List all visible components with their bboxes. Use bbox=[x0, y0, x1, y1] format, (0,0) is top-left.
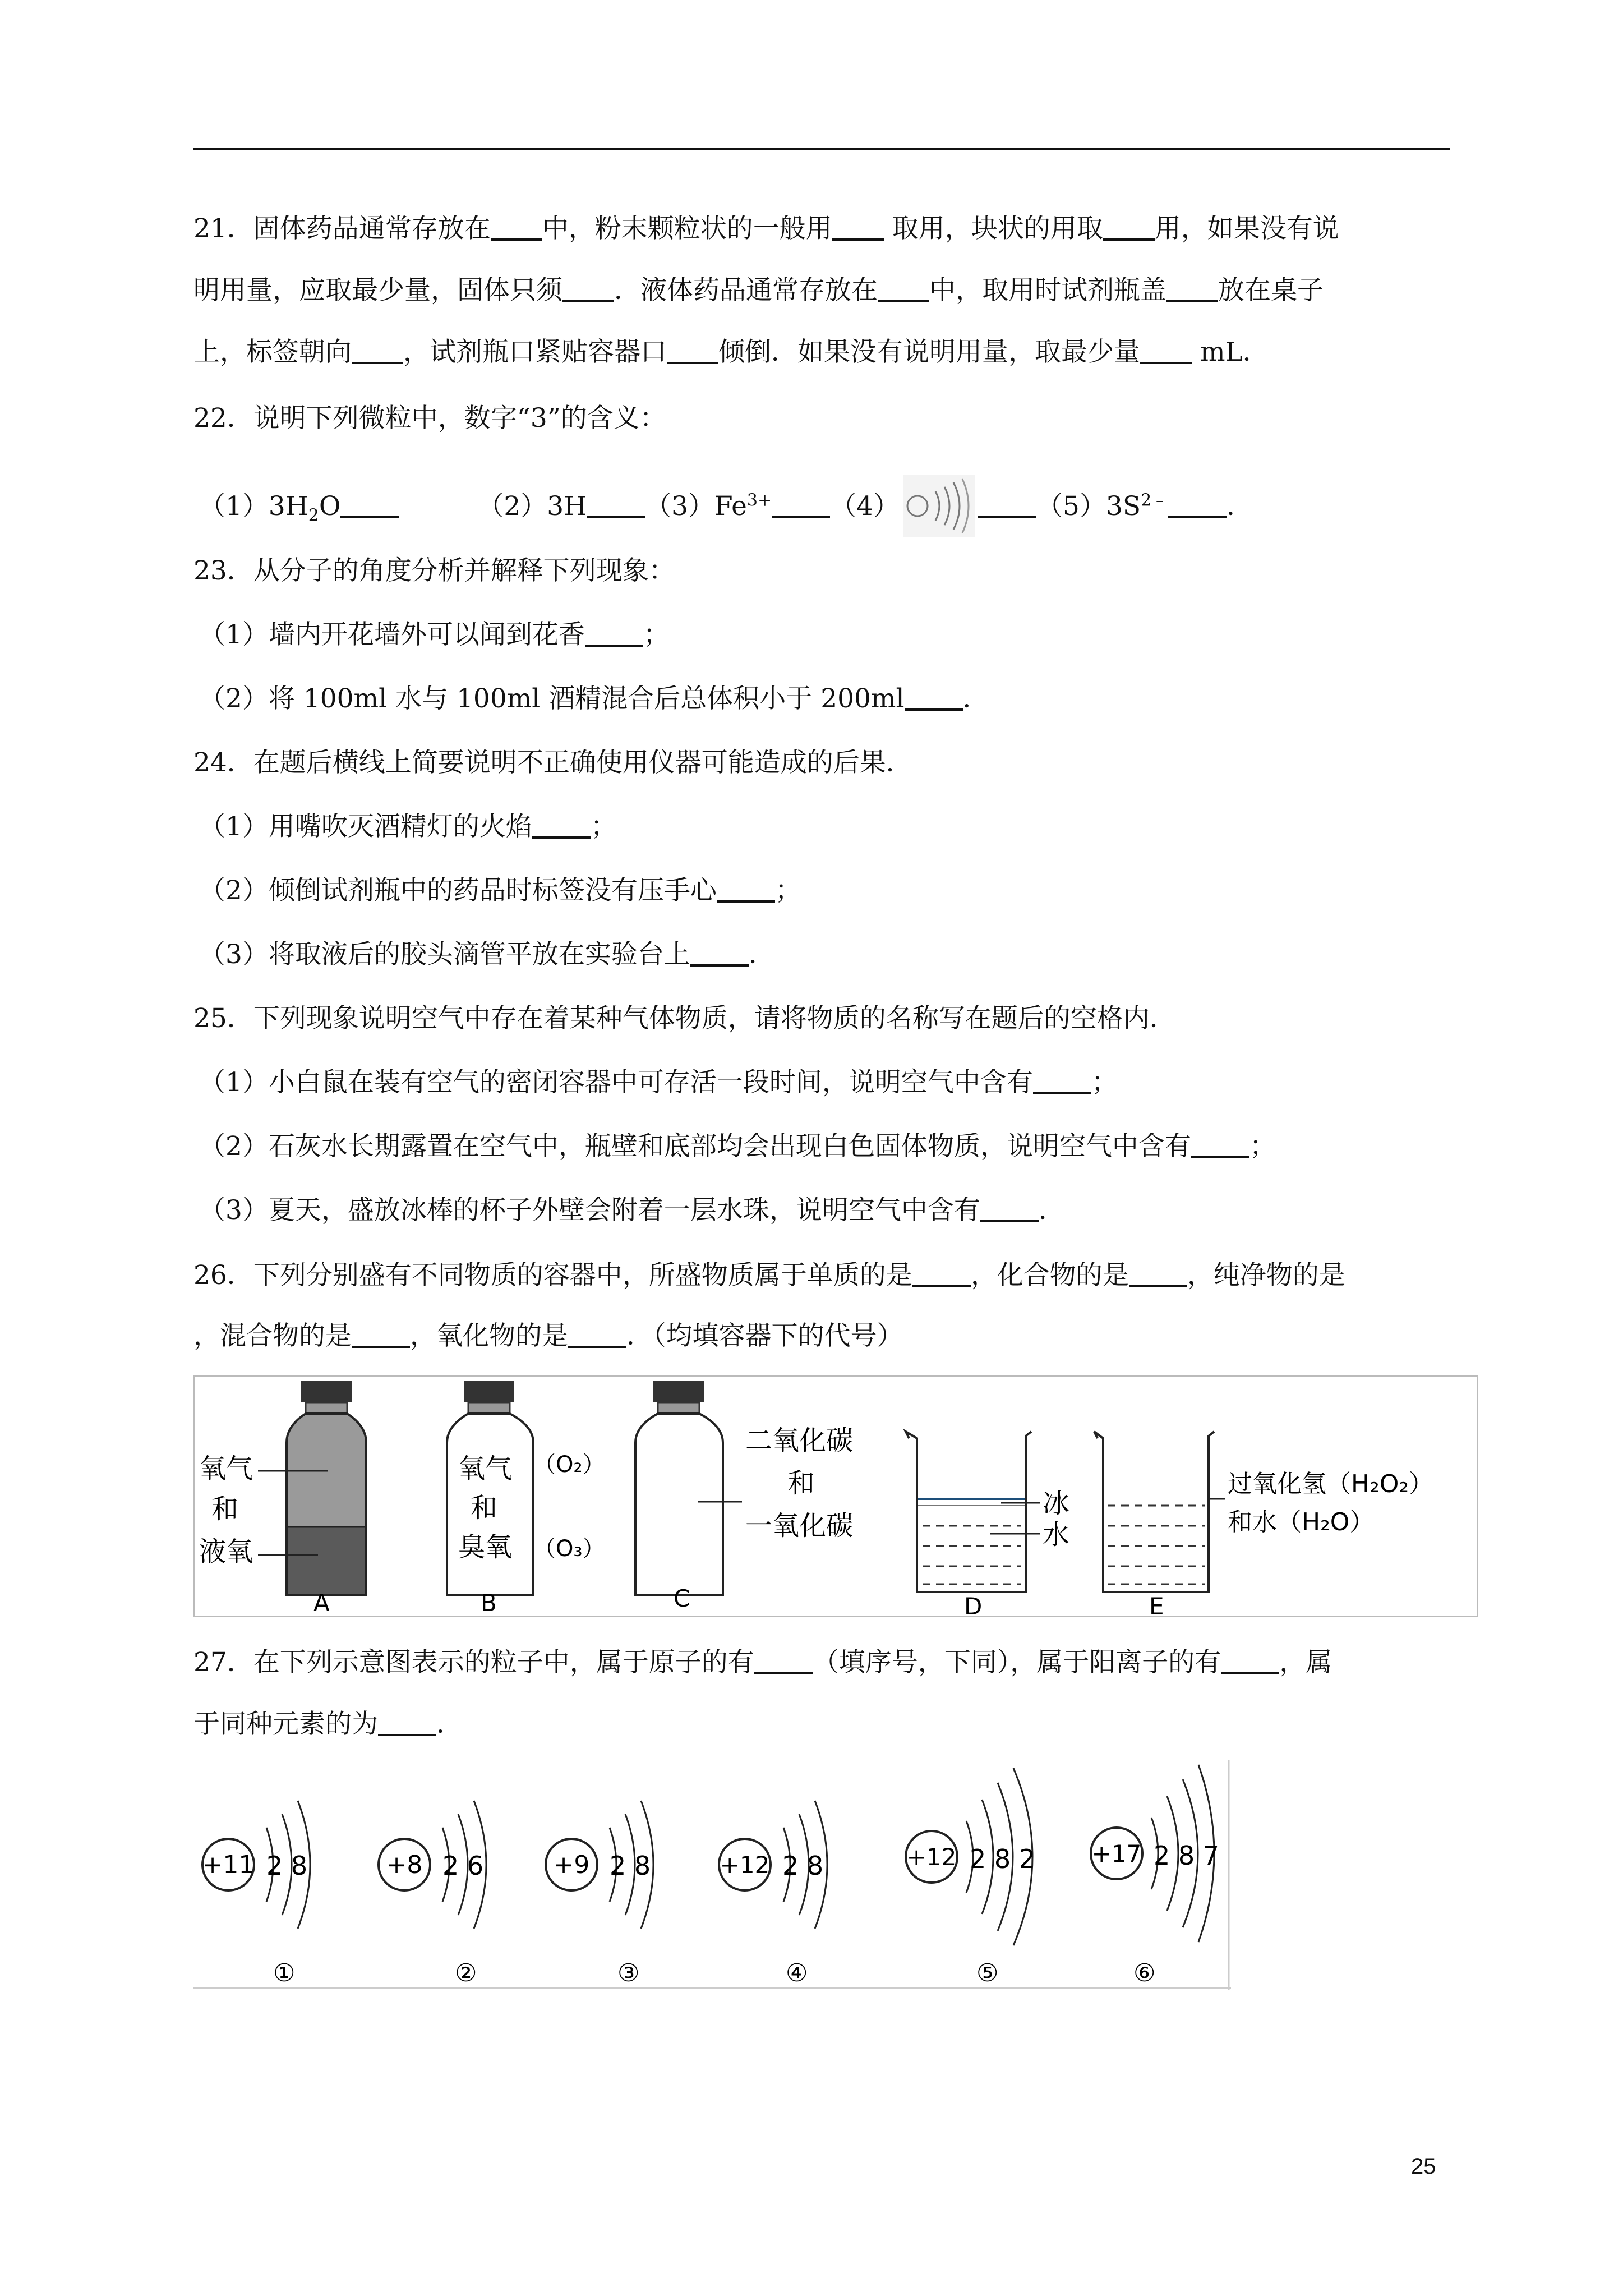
text: ，纯净物的是 bbox=[1187, 1260, 1345, 1291]
page-number: 25 bbox=[1411, 2154, 1436, 2179]
text: ，氧化物的是 bbox=[410, 1320, 568, 1351]
container-a-text-3: 液氧 bbox=[199, 1536, 253, 1567]
text: ； bbox=[643, 619, 670, 650]
q25-part-2 bbox=[199, 1130, 1276, 1163]
container-b-formula-2: （O₃） bbox=[533, 1536, 605, 1562]
text: （3）夏天，盛放冰棒的杯子外壁会附着一层水珠，说明空气中含有 bbox=[199, 1195, 980, 1226]
container-e-label: E bbox=[1149, 1593, 1164, 1617]
answer-blank[interactable] bbox=[832, 214, 884, 241]
container-e bbox=[1094, 1432, 1433, 1617]
text: ； bbox=[590, 811, 617, 842]
container-a bbox=[199, 1381, 366, 1617]
text: ． bbox=[1227, 491, 1253, 522]
answer-blank[interactable] bbox=[690, 940, 749, 967]
answer-blank[interactable] bbox=[1168, 491, 1227, 518]
answer-blank[interactable] bbox=[1103, 214, 1155, 241]
text: 上，标签朝向 bbox=[193, 337, 352, 367]
answer-blank[interactable] bbox=[905, 684, 963, 711]
q22-stem: 22．说明下列微粒中，数字“3”的含义： bbox=[193, 403, 666, 434]
answer-blank[interactable] bbox=[585, 620, 643, 647]
container-a-text-1: 氧气 bbox=[199, 1453, 253, 1484]
container-a-label: A bbox=[313, 1589, 330, 1617]
answer-blank[interactable] bbox=[378, 1709, 436, 1736]
superscript: 2﹣ bbox=[1141, 490, 1169, 510]
particle-2 bbox=[379, 1801, 486, 1987]
container-e-text-2: 和水（H₂O） bbox=[1228, 1508, 1375, 1536]
text: ； bbox=[1249, 1131, 1276, 1162]
container-e-text-1: 过氧化氢（H₂O₂） bbox=[1228, 1470, 1433, 1498]
q23-stem: 23．从分子的角度分析并解释下列现象： bbox=[193, 555, 675, 586]
text: 21．固体药品通常存放在 bbox=[193, 213, 491, 244]
answer-blank[interactable] bbox=[878, 275, 929, 302]
particle-1-label: ① bbox=[273, 1959, 296, 1987]
container-d-text-2: 水 bbox=[1043, 1519, 1070, 1550]
q24-part-3 bbox=[199, 938, 775, 972]
container-b-text-3: 臭氧 bbox=[458, 1531, 513, 1563]
particle-5 bbox=[906, 1768, 1035, 1987]
text: 明用量，应取最少量，固体只须 bbox=[193, 275, 562, 306]
answer-blank[interactable] bbox=[352, 1321, 410, 1348]
answer-blank[interactable] bbox=[340, 491, 399, 518]
q27-line-2 bbox=[193, 1708, 463, 1741]
particle-6-shells: 2 8 7 bbox=[1154, 1841, 1220, 1871]
text: （3）将取液后的胶头滴管平放在实验台上 bbox=[199, 939, 690, 970]
container-b bbox=[447, 1381, 605, 1617]
particle-6-label: ⑥ bbox=[1133, 1959, 1156, 1987]
q25-part-3 bbox=[199, 1194, 1065, 1227]
particle-4-nucleus: +12 bbox=[720, 1851, 770, 1879]
text: ，试剂瓶口紧贴容器口 bbox=[403, 337, 667, 367]
text: ； bbox=[774, 875, 801, 906]
text: （2）倾倒试剂瓶中的药品时标签没有压手心 bbox=[199, 875, 717, 906]
particle-3-label: ③ bbox=[617, 1959, 640, 1987]
text: ，化合物的是 bbox=[970, 1260, 1129, 1291]
particle-5-shells: 2 8 2 bbox=[970, 1844, 1036, 1874]
text: ； bbox=[1091, 1067, 1118, 1098]
text: （2）将 100ml 水与 100ml 酒精混合后总体积小于 200ml bbox=[199, 683, 905, 714]
container-c-text-1: 二氧化碳 bbox=[745, 1425, 854, 1456]
answer-blank[interactable] bbox=[1129, 1260, 1187, 1287]
text: （2）3H bbox=[477, 491, 587, 522]
subscript: 2 bbox=[308, 505, 319, 526]
text: 倾倒．如果没有说明用量，取最少量 bbox=[718, 337, 1140, 367]
text: ．（均填容器下的代号） bbox=[626, 1320, 903, 1351]
header-rule bbox=[193, 148, 1450, 150]
particle-4-label: ④ bbox=[786, 1959, 808, 1987]
q24-part-2 bbox=[199, 874, 801, 908]
particle-3-shells: 2 8 bbox=[610, 1851, 651, 1881]
text: ． bbox=[1038, 1195, 1065, 1226]
text: 27．在下列示意图表示的粒子中，属于原子的有 bbox=[193, 1647, 754, 1678]
particle-4 bbox=[719, 1801, 827, 1987]
text: 用，如果没有说 bbox=[1154, 213, 1339, 244]
text: 于同种元素的为 bbox=[193, 1709, 378, 1740]
q25-stem: 25．下列现象说明空气中存在着某种气体物质，请将物质的名称写在题后的空格内． bbox=[193, 1003, 1176, 1034]
superscript: 3+ bbox=[746, 490, 772, 510]
particle-3-nucleus: +9 bbox=[553, 1851, 590, 1879]
answer-blank[interactable] bbox=[980, 1195, 1039, 1222]
answer-blank[interactable] bbox=[1033, 1068, 1091, 1094]
q23-part-1 bbox=[199, 618, 670, 652]
particle-3 bbox=[546, 1801, 653, 1987]
q21-line-2 bbox=[193, 274, 1324, 307]
answer-blank[interactable] bbox=[772, 491, 830, 518]
atom-structure-thumbnail bbox=[903, 475, 975, 537]
q24-part-1 bbox=[199, 810, 617, 844]
container-b-label: B bbox=[481, 1589, 497, 1617]
particle-2-label: ② bbox=[455, 1959, 477, 1987]
text: 中，粉末颗粒状的一般用 bbox=[542, 213, 832, 244]
particle-1-shells: 2 8 bbox=[266, 1851, 308, 1881]
text: 取用，块状的用取 bbox=[883, 213, 1103, 244]
text: mL． bbox=[1192, 337, 1269, 367]
container-b-text-1: 氧气 bbox=[458, 1453, 513, 1484]
text: （填序号，下同），属于阳离子的有 bbox=[812, 1647, 1221, 1678]
answer-blank[interactable] bbox=[667, 337, 718, 364]
answer-blank[interactable] bbox=[587, 491, 645, 518]
container-d bbox=[906, 1432, 1069, 1617]
container-b-formula-1: （O₂） bbox=[533, 1452, 605, 1478]
text: （5）3S bbox=[1036, 491, 1141, 522]
container-c bbox=[635, 1381, 853, 1612]
text: （4） bbox=[830, 491, 900, 522]
q26-line-1 bbox=[193, 1259, 1345, 1292]
answer-blank[interactable] bbox=[754, 1648, 813, 1674]
text: （1）小白鼠在装有空气的密闭容器中可存活一段时间，说明空气中含有 bbox=[199, 1067, 1033, 1098]
particle-1 bbox=[202, 1801, 310, 1987]
container-c-label: C bbox=[674, 1585, 690, 1612]
container-a-text-2: 和 bbox=[211, 1493, 239, 1525]
text: （1）3H bbox=[199, 491, 308, 522]
container-d-text-1: 冰 bbox=[1043, 1488, 1070, 1519]
answer-blank[interactable] bbox=[532, 812, 591, 839]
answer-blank[interactable] bbox=[491, 214, 542, 241]
q26-line-2 bbox=[193, 1319, 903, 1353]
particle-5-label: ⑤ bbox=[976, 1959, 999, 1987]
answer-blank[interactable] bbox=[352, 337, 403, 364]
container-b-text-2: 和 bbox=[471, 1492, 498, 1524]
q23-part-2 bbox=[199, 682, 989, 716]
particles-figure bbox=[193, 1760, 1231, 1990]
text: 26．下列分别盛有不同物质的容器中，所盛物质属于单质的是 bbox=[193, 1260, 912, 1291]
text: （3）Fe bbox=[645, 491, 747, 522]
text: ，混合物的是 bbox=[193, 1320, 352, 1351]
q22-parts bbox=[199, 475, 1253, 537]
container-c-text-2: 和 bbox=[788, 1467, 815, 1499]
q27-line-1 bbox=[193, 1646, 1332, 1680]
container-c-text-3: 一氧化碳 bbox=[745, 1510, 854, 1542]
text: （2）石灰水长期露置在空气中，瓶壁和底部均会出现白色固体物质，说明空气中含有 bbox=[199, 1131, 1191, 1162]
answer-blank[interactable] bbox=[978, 491, 1036, 518]
answer-blank[interactable] bbox=[1140, 337, 1192, 364]
text: （1）用嘴吹灭酒精灯的火焰 bbox=[199, 811, 532, 842]
q25-part-1 bbox=[199, 1066, 1118, 1099]
answer-blank[interactable] bbox=[562, 275, 614, 302]
answer-blank[interactable] bbox=[1221, 1648, 1279, 1674]
text: ． bbox=[748, 939, 775, 970]
container-d-label: D bbox=[964, 1593, 983, 1617]
particle-5-nucleus: +12 bbox=[906, 1843, 957, 1871]
text: ． bbox=[962, 683, 989, 714]
particle-2-nucleus: +8 bbox=[386, 1851, 423, 1879]
particle-2-shells: 2 6 bbox=[442, 1851, 484, 1881]
q24-stem: 24．在题后横线上简要说明不正确使用仪器可能造成的后果． bbox=[193, 747, 912, 778]
text: ． bbox=[436, 1709, 463, 1740]
text: （1）墙内开花墙外可以闻到花香 bbox=[199, 619, 585, 650]
answer-blank[interactable] bbox=[1166, 275, 1218, 302]
answer-blank[interactable] bbox=[568, 1321, 626, 1348]
containers-figure bbox=[193, 1375, 1478, 1617]
answer-blank[interactable] bbox=[912, 1260, 971, 1287]
answer-blank[interactable] bbox=[717, 876, 775, 903]
particle-6-nucleus: +17 bbox=[1091, 1840, 1142, 1867]
text: ．液体药品通常存放在 bbox=[614, 275, 878, 306]
q21-line-1 bbox=[193, 212, 1339, 246]
text: ，属 bbox=[1279, 1647, 1332, 1678]
particle-1-nucleus: +11 bbox=[202, 1851, 255, 1879]
particle-4-shells: 2 8 bbox=[782, 1851, 824, 1881]
text: 放在桌子 bbox=[1218, 275, 1324, 306]
q21-line-3 bbox=[193, 335, 1269, 369]
text: 中，取用时试剂瓶盖 bbox=[929, 275, 1166, 306]
particle-6 bbox=[1091, 1765, 1219, 1987]
text: O bbox=[319, 491, 341, 522]
answer-blank[interactable] bbox=[1191, 1131, 1249, 1158]
